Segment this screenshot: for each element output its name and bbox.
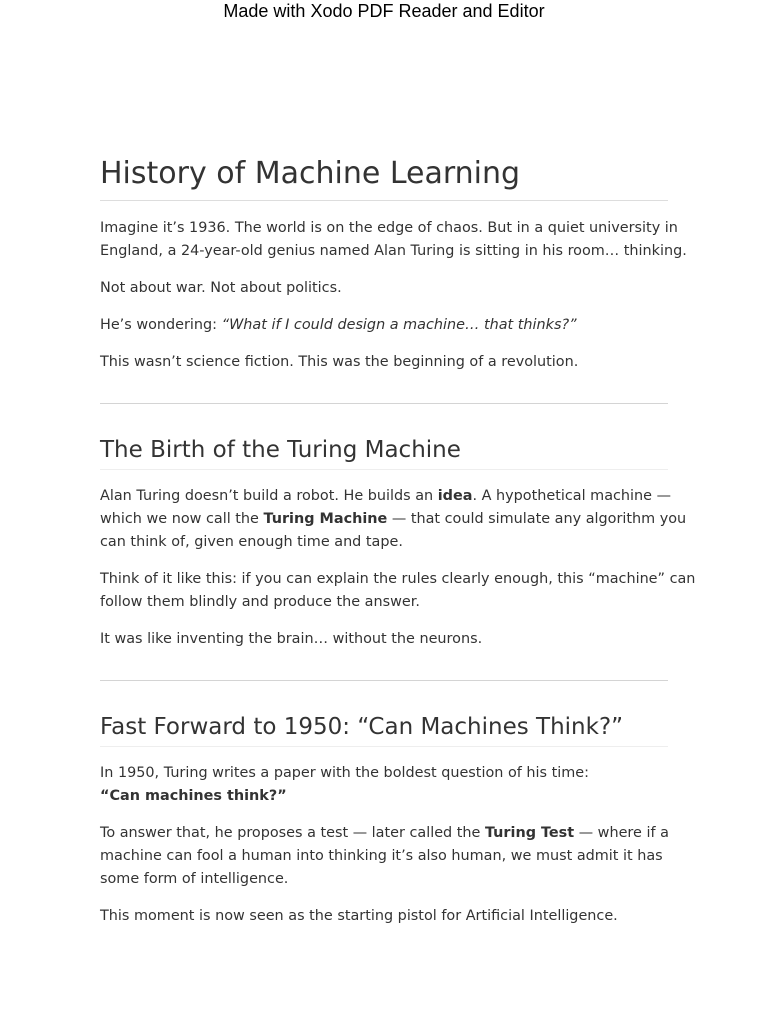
section2-p2-line-2: machine can fool a human into thinking it’s also human, we must admit it has bbox=[100, 848, 663, 864]
section2-p2-text-a: To answer that, he proposes a test — later called the bbox=[100, 825, 485, 841]
intro-paragraph-2: Not about war. Not about politics. bbox=[100, 280, 342, 296]
section2-p2-line-3: some form of intelligence. bbox=[100, 871, 289, 887]
section-heading-turing-machine: The Birth of the Turing Machine bbox=[100, 437, 461, 463]
section2-p1-line-1: In 1950, Turing writes a paper with the boldest question of his time: bbox=[100, 765, 589, 781]
section1-p1-text-c: . A hypothetical machine — bbox=[472, 488, 671, 504]
section1-p1-line-1 bbox=[100, 485, 671, 508]
section1-p1-bold-idea: idea bbox=[437, 488, 473, 504]
section1-p1-line2-a: which we now call the bbox=[100, 511, 264, 527]
section2-p2-bold-turing-test: Turing Test bbox=[484, 825, 575, 841]
section-divider-2 bbox=[100, 680, 668, 681]
section2-paragraph-2 bbox=[100, 822, 668, 891]
section1-paragraph-2 bbox=[100, 568, 696, 614]
section2-p2-text-c: — where if a bbox=[574, 825, 669, 841]
section1-p2-line-1: Think of it like this: if you can explain the rules clearly enough, this “machine” can bbox=[100, 571, 696, 587]
section1-p1-line-2 bbox=[100, 508, 687, 531]
section2-paragraph-1 bbox=[100, 762, 668, 808]
section1-p1-bold-turing-machine: Turing Machine bbox=[263, 511, 388, 527]
section2-p2-line-1 bbox=[100, 822, 668, 845]
intro-p3-prefix: He’s wondering: bbox=[100, 317, 222, 333]
section-heading-underline-2 bbox=[100, 746, 668, 747]
section1-p1-line2-c: — that could simulate any algorithm you bbox=[387, 511, 687, 527]
section1-p2-line-2: follow them blindly and produce the answer. bbox=[100, 594, 420, 610]
intro-paragraph-3 bbox=[100, 314, 668, 337]
intro-p3-quote: “What if I could design a machine… that thinks?” bbox=[221, 317, 577, 333]
section-heading-underline-1 bbox=[100, 469, 668, 470]
section2-p1-bold-question: “Can machines think?” bbox=[100, 788, 287, 804]
section2-paragraph-3: This moment is now seen as the starting pistol for Artificial Intelligence. bbox=[100, 908, 618, 924]
section1-paragraph-3: It was like inventing the brain… without the neurons. bbox=[100, 631, 483, 647]
title-underline bbox=[100, 200, 668, 201]
intro-p1-line-1: Imagine it’s 1936. The world is on the edge of chaos. But in a quiet university in bbox=[100, 220, 678, 236]
section-heading-fast-forward-1950: Fast Forward to 1950: “Can Machines Think?” bbox=[100, 714, 624, 740]
section1-paragraph-1 bbox=[100, 485, 687, 554]
section-divider-1 bbox=[100, 403, 668, 404]
section1-p1-text-a: Alan Turing doesn’t build a robot. He builds an bbox=[100, 488, 438, 504]
intro-paragraph-4: This wasn’t science fiction. This was the beginning of a revolution. bbox=[100, 354, 579, 370]
page-title: History of Machine Learning bbox=[100, 156, 521, 191]
section1-p1-line-3: can think of, given enough time and tape. bbox=[100, 534, 403, 550]
intro-paragraph-1 bbox=[100, 217, 687, 263]
xodo-watermark: Made with Xodo PDF Reader and Editor bbox=[223, 1, 545, 21]
intro-p1-line-2: England, a 24-year-old genius named Alan Turing is sitting in his room… thinking. bbox=[100, 243, 687, 259]
